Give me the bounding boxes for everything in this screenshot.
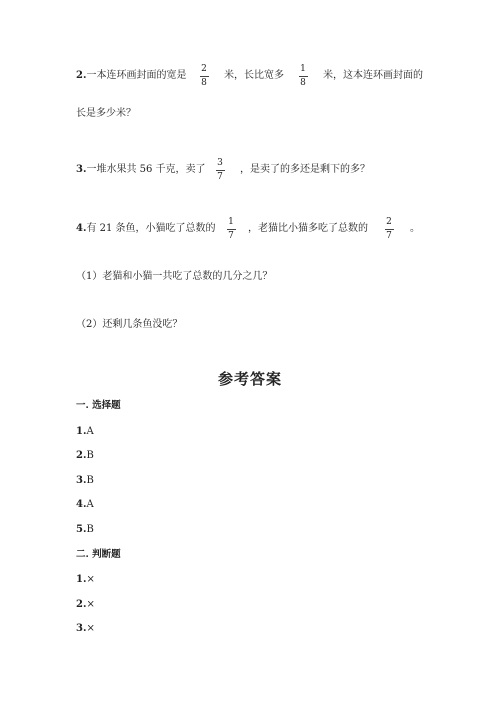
fraction-denominator: 7 (228, 231, 234, 241)
answer-item (76, 598, 95, 612)
question-number: 4. (76, 223, 87, 234)
question-number: 2. (76, 70, 87, 81)
question-2-line1 (76, 69, 186, 83)
answer-value: × (86, 574, 95, 585)
fraction-numerator: 2 (201, 64, 207, 74)
answer-item (76, 474, 94, 488)
fraction-denominator: 7 (217, 172, 223, 182)
answer-value: A (86, 426, 94, 437)
fraction (214, 158, 226, 183)
fraction-denominator: 7 (386, 231, 392, 241)
fraction-denominator: 8 (201, 78, 207, 88)
answer-item (76, 622, 95, 636)
fraction-numerator: 2 (386, 217, 392, 227)
section-heading-choice: 一. 选择题 (76, 400, 121, 411)
fraction-bar (227, 229, 236, 230)
answer-value: A (86, 499, 94, 510)
fraction-bar (200, 76, 209, 77)
question-text: 。 (410, 223, 420, 234)
question-text: ，老猫比小猫多吃了总数的 (248, 223, 368, 234)
answer-number: 3. (76, 623, 87, 634)
answer-number: 3. (76, 475, 87, 486)
fraction-denominator: 8 (300, 78, 306, 88)
question-2-line2: 长是多少米？ (76, 108, 136, 119)
question-3-line (76, 163, 206, 177)
answers-title: 参考答案 (217, 370, 282, 388)
answer-value: B (86, 524, 94, 535)
fraction (297, 64, 309, 89)
answer-item (76, 523, 94, 537)
fraction-numerator: 1 (228, 217, 234, 227)
fraction-bar (216, 170, 225, 171)
question-4-sub1: （1）老猫和小猫一共吃了总数的几分之几？ (76, 271, 273, 282)
answer-number: 1. (76, 426, 87, 437)
answer-value: × (86, 623, 95, 634)
fraction-bar (385, 229, 394, 230)
fraction-numerator: 1 (300, 64, 306, 74)
question-text: 米，长比宽多 (224, 70, 284, 81)
fraction-bar (299, 76, 308, 77)
answer-number: 2. (76, 599, 87, 610)
question-number: 3. (76, 164, 87, 175)
answer-item (76, 449, 94, 463)
question-text: 有 21 条鱼，小猫吃了总数的 (86, 223, 216, 234)
question-text: ，是卖了的多还是剩下的多？ (240, 164, 370, 175)
question-text: 米，这本连环画封面的 (323, 70, 423, 81)
answer-value: × (86, 599, 95, 610)
question-text: 一本连环画封面的宽是 (86, 70, 187, 81)
answer-number: 1. (76, 574, 87, 585)
answer-item (76, 573, 95, 587)
fraction (225, 217, 237, 242)
fraction (383, 217, 395, 242)
answer-number: 4. (76, 499, 87, 510)
answer-item (76, 425, 94, 439)
question-4-sub2: （2）还剩几条鱼没吃？ (76, 319, 183, 330)
question-text: 一堆水果共 56 千克，卖了 (86, 164, 206, 175)
answer-number: 5. (76, 524, 87, 535)
answer-value: B (86, 475, 94, 486)
section-heading-judge: 二. 判断题 (76, 549, 121, 560)
fraction (198, 64, 210, 89)
question-4-line (76, 222, 216, 236)
answer-value: B (86, 450, 94, 461)
answer-item (76, 498, 94, 512)
fraction-numerator: 3 (217, 158, 223, 168)
answer-number: 2. (76, 450, 87, 461)
